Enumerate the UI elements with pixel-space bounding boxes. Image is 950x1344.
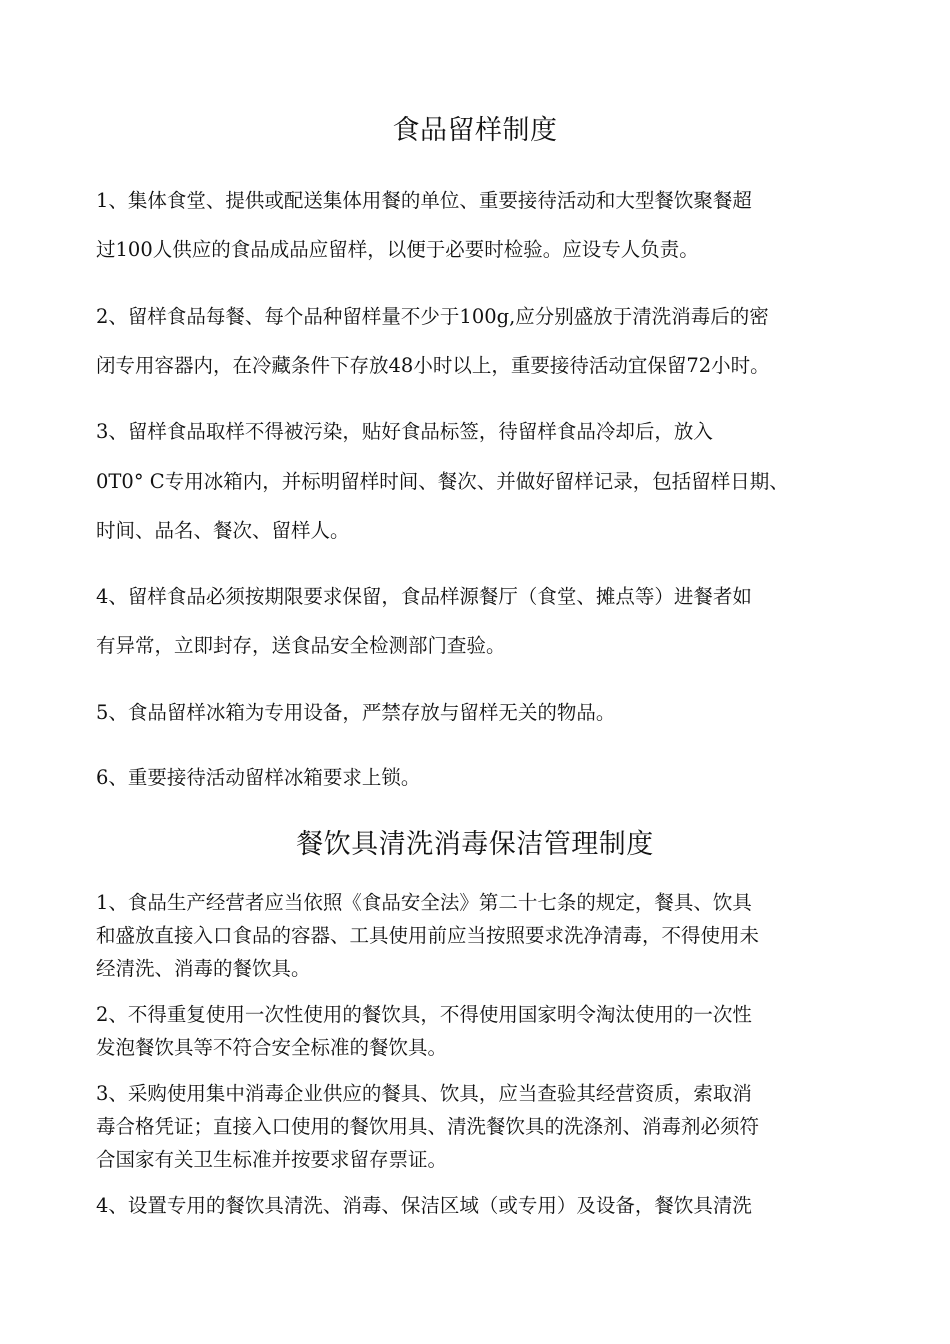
paragraph-line: 5、食品留样冰箱为专用设备，严禁存放与留样无关的物品。 bbox=[96, 701, 616, 724]
paragraph-line: 2、留样食品每餐、每个品种留样量不少于100g,应分别盛放于清洗消毒后的密 bbox=[96, 305, 769, 328]
paragraph-line: 6、重要接待活动留样冰箱要求上锁。 bbox=[96, 766, 421, 789]
paragraph-line: 合国家有关卫生标准并按要求留存票证。 bbox=[96, 1148, 448, 1171]
paragraph-line: 2、不得重复使用一次性使用的餐饮具，不得使用国家明令淘汰使用的一次性 bbox=[96, 1003, 752, 1026]
paragraph-line: 和盛放直接入口食品的容器、工具使用前应当按照要求洗净清毒，不得使用未 bbox=[96, 924, 760, 947]
paragraph-line: 时间、品名、餐次、留样人。 bbox=[96, 519, 350, 542]
paragraph-line: 有异常，立即封存，送食品安全检测部门查验。 bbox=[96, 634, 506, 657]
paragraph-line: 1、集体食堂、提供或配送集体用餐的单位、重要接待活动和大型餐饮聚餐超 bbox=[96, 189, 752, 212]
paragraph-line: 1、食品生产经营者应当依照《食品安全法》第二十七条的规定，餐具、饮具 bbox=[96, 891, 752, 914]
section-title-food-sample: 食品留样制度 bbox=[392, 115, 558, 146]
paragraph-line: 发泡餐饮具等不符合安全标准的餐饮具。 bbox=[96, 1036, 448, 1059]
section-title-tableware-cleaning: 餐饮具清洗消毒保洁管理制度 bbox=[296, 829, 654, 860]
paragraph-line: 3、留样食品取样不得被污染，贴好食品标签，待留样食品冷却后，放入 bbox=[96, 420, 713, 443]
paragraph-line: 4、设置专用的餐饮具清洗、消毒、保洁区域（或专用）及设备，餐饮具清洗 bbox=[96, 1194, 752, 1217]
paragraph-line: 3、采购使用集中消毒企业供应的餐具、饮具，应当查验其经营资质，索取消 bbox=[96, 1082, 752, 1105]
paragraph-line: 闭专用容器内，在冷藏条件下存放48小时以上，重要接待活动宜保留72小时。 bbox=[96, 354, 770, 377]
paragraph-line: 毒合格凭证；直接入口使用的餐饮用具、清洗餐饮具的洗涤剂、消毒剂必须符 bbox=[96, 1115, 760, 1138]
paragraph-line: 0T0° C专用冰箱内，并标明留样时间、餐次、并做好留样记录，包括留样日期、 bbox=[96, 470, 789, 493]
paragraph-line: 经清洗、消毒的餐饮具。 bbox=[96, 957, 311, 980]
paragraph-line: 4、留样食品必须按期限要求保留，食品样源餐厅（食堂、摊点等）进餐者如 bbox=[96, 585, 752, 608]
paragraph-line: 过100人供应的食品成品应留样，以便于必要时检验。应设专人负责。 bbox=[96, 238, 699, 261]
